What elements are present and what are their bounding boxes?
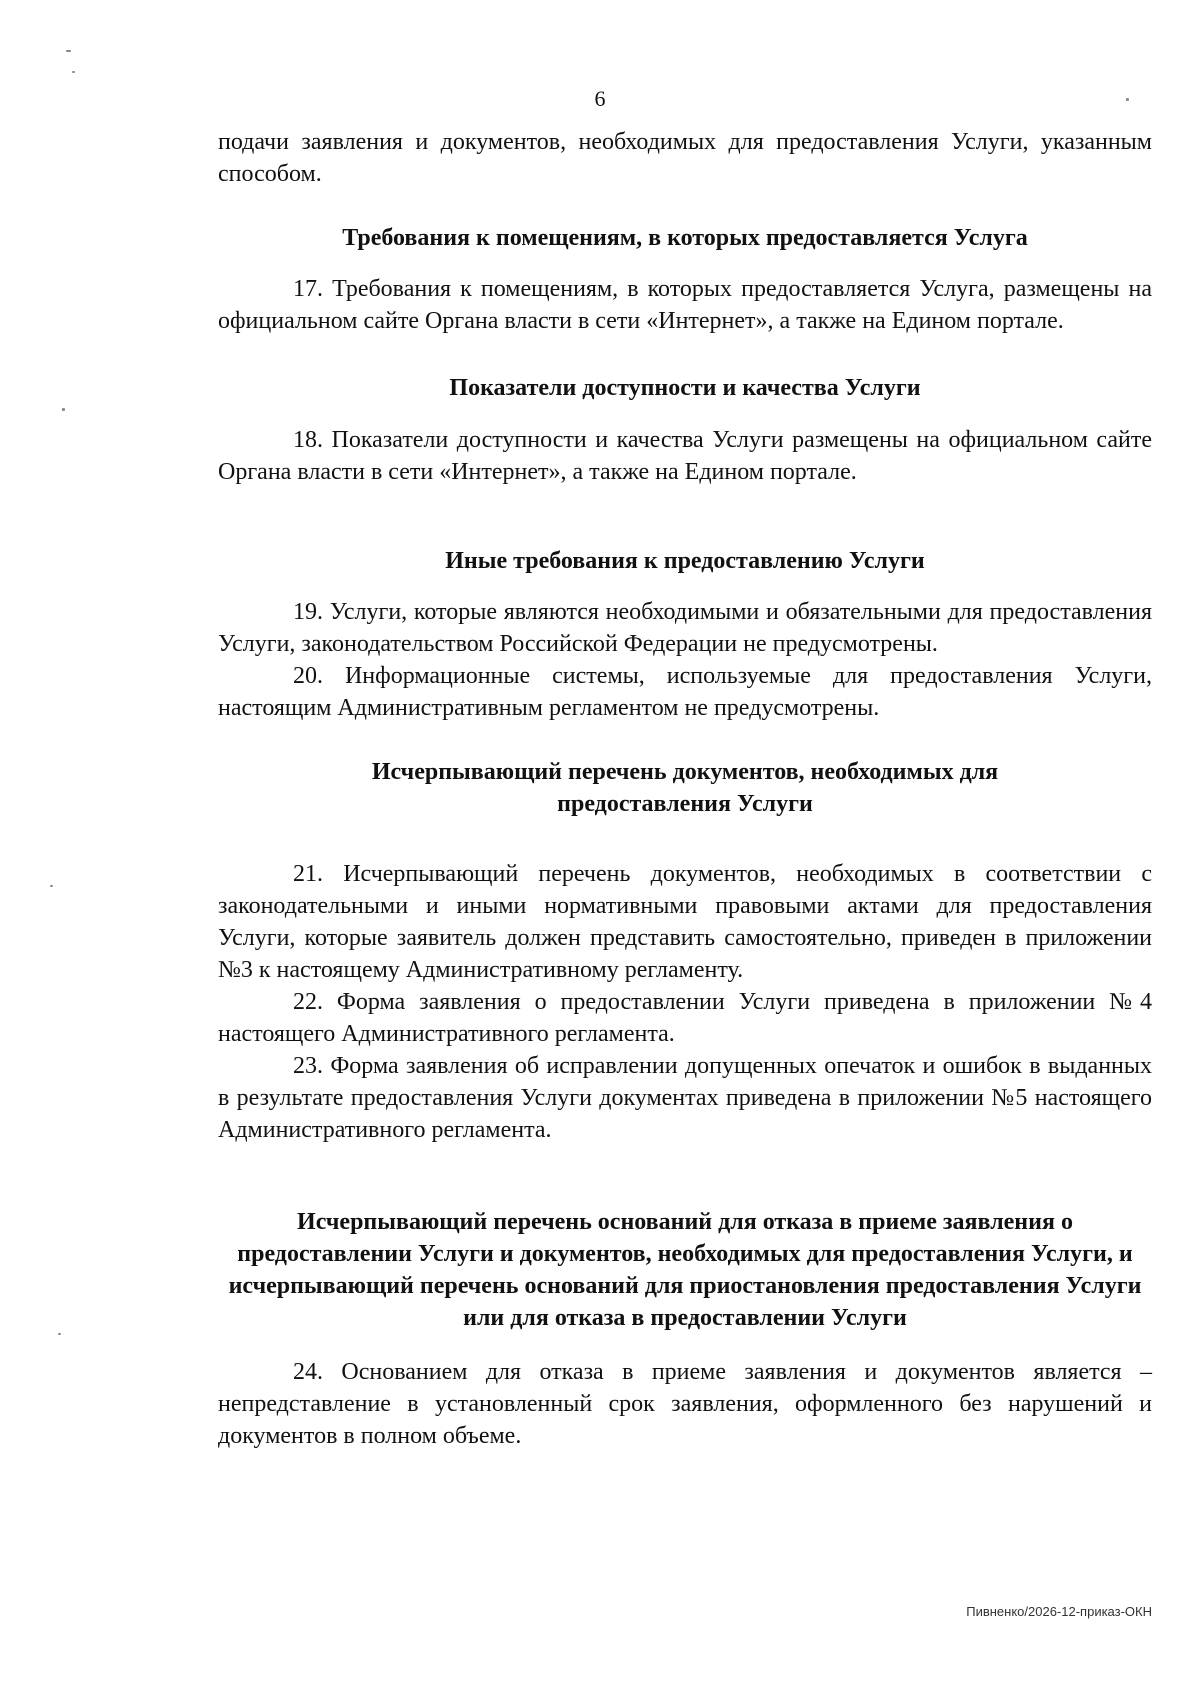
paragraph-18: 18. Показатели доступности и качества Услуги размещены на официальном сайте Органа власти в сети «Интернет», а также на Едином портале. xyxy=(218,427,1152,485)
paragraph-24: 24. Основанием для отказа в приеме заявления и документов является – непредставление в установленный срок заявления, оформленного без нарушений и документов в полном объеме. xyxy=(218,1359,1152,1449)
paragraph-22: 22. Форма заявления о предоставлении Услуги приведена в приложении №4 настоящего Административного регламента. xyxy=(218,989,1152,1047)
scan-speck xyxy=(66,50,71,52)
section-heading-refusal-grounds: Исчерпывающий перечень оснований для отказа в приеме заявления о предоставлении Услуги и документов, необходимых для предоставления Услуги, и исчерпывающий перечень оснований для приостановления предоставления Услуги или для отказа в предоставлении Услуги xyxy=(228,1209,1142,1331)
section-heading-premises: Требования к помещениям, в которых предоставляется Услуга xyxy=(342,225,1028,251)
paragraph-20: 20. Информационные системы, используемые для предоставления Услуги, настоящим Административным регламентом не предусмотрены. xyxy=(218,663,1152,721)
document-registration-code: Пивненко/2026-12-приказ-ОКН xyxy=(966,1604,1152,1619)
paragraph-23: 23. Форма заявления об исправлении допущенных опечаток и ошибок в выданных в результате предоставления Услуги документах приведена в приложении №5 настоящего Административного регламента. xyxy=(218,1053,1152,1143)
scan-speck xyxy=(72,71,75,73)
scan-speck xyxy=(50,885,53,887)
section-heading-documents: Исчерпывающий перечень документов, необходимых для предоставления Услуги xyxy=(371,759,999,817)
paragraph-21: 21. Исчерпывающий перечень документов, необходимых в соответствии с законодательными и иными нормативными правовыми актами для предоставления Услуги, которые заявитель должен представить самостоятельно, приведен в приложении №3 к настоящему Административному регламенту. xyxy=(218,861,1152,983)
document-body xyxy=(218,126,1152,1452)
page-number: 6 xyxy=(594,86,606,111)
paragraph-19: 19. Услуги, которые являются необходимыми и обязательными для предоставления Услуги, законодательством Российской Федерации не предусмотрены. xyxy=(218,599,1152,657)
scan-speck xyxy=(62,408,65,411)
paragraph-continuation: подачи заявления и документов, необходимых для предоставления Услуги, указанным способом. xyxy=(218,129,1152,187)
section-heading-other-requirements: Иные требования к предоставлению Услуги xyxy=(445,548,925,574)
section-heading-quality: Показатели доступности и качества Услуги xyxy=(449,375,921,401)
paragraph-17: 17. Требования к помещениям, в которых предоставляется Услуга, размещены на официальном сайте Органа власти в сети «Интернет», а также на Едином портале. xyxy=(218,276,1152,334)
scan-speck xyxy=(58,1333,61,1335)
